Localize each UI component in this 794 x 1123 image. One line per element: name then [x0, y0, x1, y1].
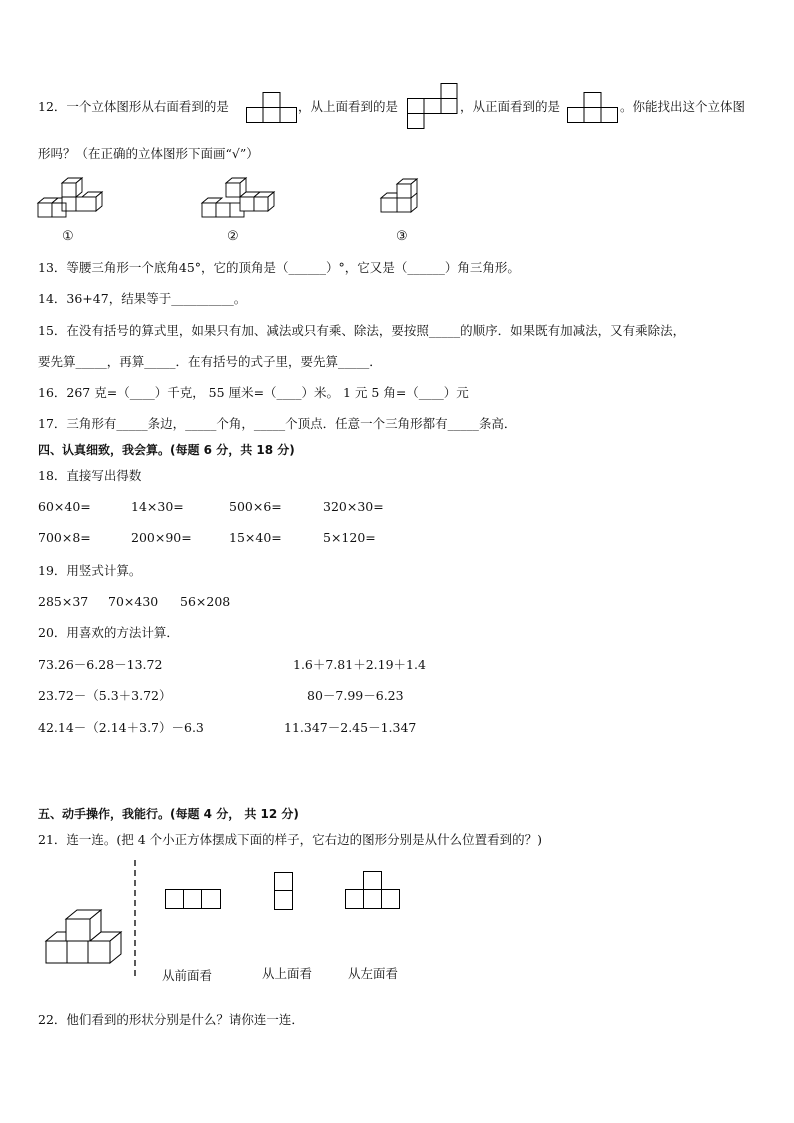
q16: 16．267 克=（____）千克， 55 厘米=（____）米。 1 元 5 角=（____）元: [38, 385, 469, 400]
q19-item-2: 70×430: [108, 594, 159, 609]
q21-front-view-shape: [165, 889, 223, 911]
q18-r2-c3: 15×40=: [229, 530, 282, 545]
q12-line2: 形吗？（在正确的立体图形下面画“√”）: [38, 146, 259, 161]
q21-left-view-shape: [345, 871, 403, 911]
q12-line1: [38, 98, 229, 116]
q20-right-3: 11.347－2.45－1.347: [284, 720, 417, 735]
q21-cube-solid: [44, 908, 124, 968]
q21-dashed-divider: [130, 860, 140, 980]
q21-label-left: 从左面看: [348, 966, 399, 981]
q20-right-2: 80－7.99－6.23: [307, 688, 404, 703]
q12-option-2-label[interactable]: ②: [227, 229, 239, 244]
q21-top-view-shape: [274, 872, 296, 912]
q22: 22．他们看到的形状分别是什么？请你连一连．: [38, 1012, 304, 1027]
q12-solid-option-1: [36, 175, 106, 225]
q15-line2: 要先算_____，再算_____．在有括号的式子里，要先算_____．: [38, 354, 382, 369]
q20-title: 20．用喜欢的方法计算．: [38, 625, 179, 640]
q20-right-1: 1.6＋7.81＋2.19＋1.4: [293, 657, 426, 672]
q20-left-1: 73.26－6.28－13.72: [38, 657, 163, 672]
q18-r2-c4: 5×120=: [323, 530, 376, 545]
q20-left-3: 42.14－（2.14＋3.7）－6.3: [38, 720, 204, 735]
q20-left-2: 23.72－（5.3＋3.72）: [38, 688, 172, 703]
q18-r1-c3: 500×6=: [229, 499, 282, 514]
q18-r2-c1: 700×8=: [38, 530, 91, 545]
q12-text-d: 。你能找出这个立体图: [620, 99, 746, 114]
q12-right-view-figure: [246, 92, 298, 124]
q21-label-front: 从前面看: [162, 968, 213, 983]
q12-text-b: ，从上面看到的是: [298, 99, 399, 114]
q12-top-view-figure: [407, 83, 459, 131]
q18-title: 18．直接写出得数: [38, 468, 142, 483]
q12-front-view-figure: [567, 92, 619, 124]
q19-item-3: 56×208: [180, 594, 231, 609]
q14: 14．36+47，结果等于__________。: [38, 291, 247, 306]
q12-text-c: ，从正面看到的是: [460, 99, 561, 114]
section-5-heading: 五、动手操作，我能行。(每题 4 分， 共 12 分): [38, 807, 299, 821]
q18-r1-c4: 320×30=: [323, 499, 384, 514]
q12-solid-option-2: [200, 175, 275, 225]
section-4-heading: 四、认真细致，我会算。(每题 6 分，共 18 分): [38, 443, 295, 457]
q18-r1-c1: 60×40=: [38, 499, 91, 514]
q15-line1: 15．在没有括号的算式里，如果只有加、减法或只有乘、除法，要按照_____的顺序．如果既有加减法，又有乘除法，: [38, 323, 686, 338]
q18-r1-c2: 14×30=: [131, 499, 184, 514]
q18-r2-c2: 200×90=: [131, 530, 192, 545]
q12-text-a: 12．一个立体图形从右面看到的是: [38, 99, 229, 114]
q21-title: 21．连一连。(把 4 个小正方体摆成下面的样子，它右边的图形分别是从什么位置看到的？): [38, 832, 543, 847]
q13: 13．等腰三角形一个底角45°，它的顶角是（______）°，它又是（______）角三角形。: [38, 260, 520, 275]
q12-solid-option-3: [377, 178, 432, 223]
q17: 17．三角形有_____条边，_____个角，_____个顶点．任意一个三角形都有_____条高．: [38, 416, 517, 431]
q19-item-1: 285×37: [38, 594, 89, 609]
q19-title: 19．用竖式计算。: [38, 563, 142, 578]
q12-option-3-label[interactable]: ③: [396, 229, 408, 244]
q12-option-1-label[interactable]: ①: [62, 229, 74, 244]
q21-label-top: 从上面看: [262, 966, 313, 981]
